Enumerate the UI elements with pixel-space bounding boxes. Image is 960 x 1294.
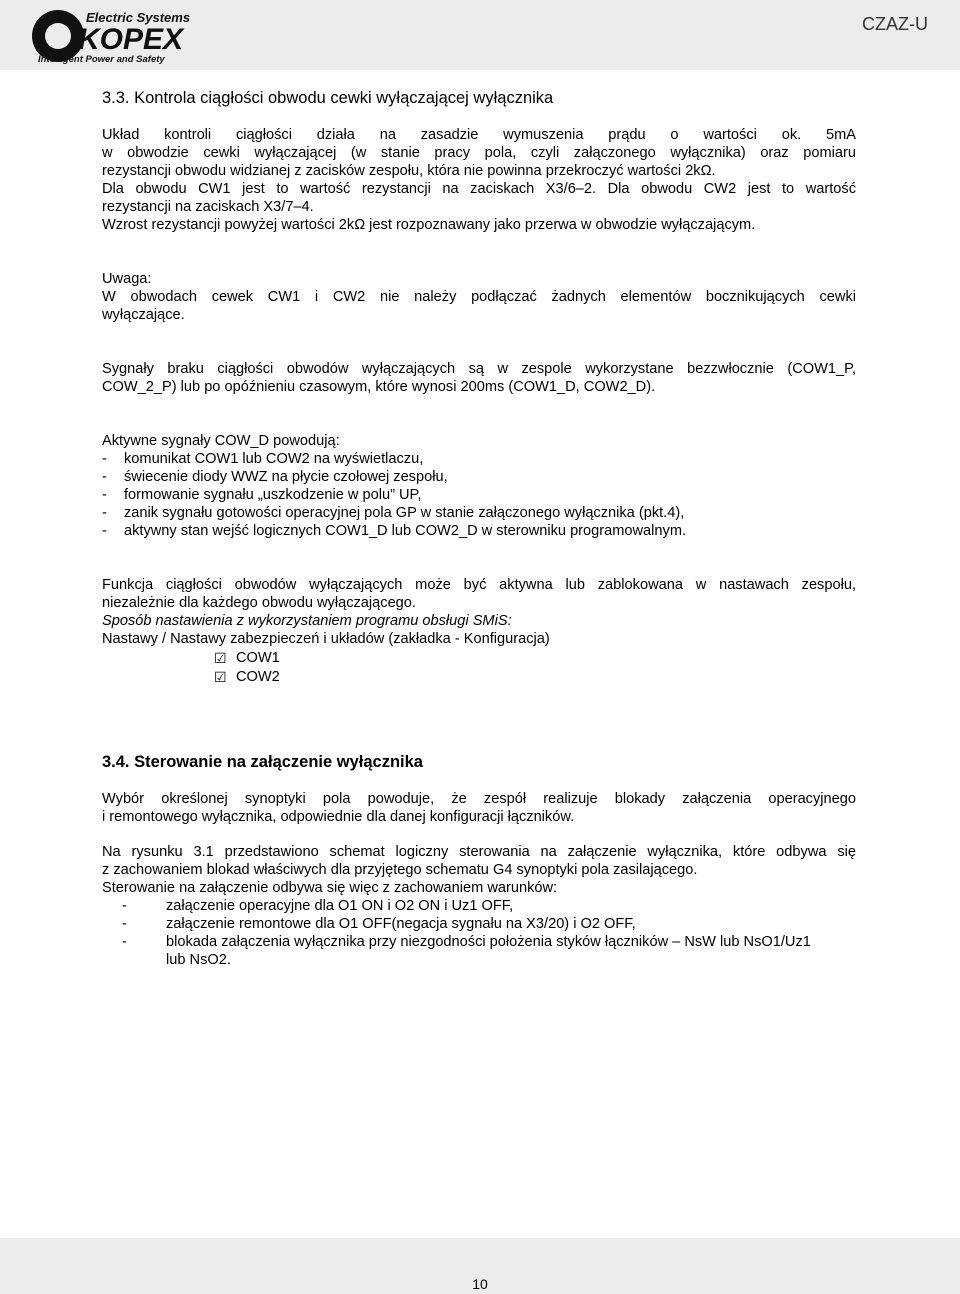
note-label: Uwaga: — [102, 271, 152, 287]
active-signals-list — [102, 450, 856, 540]
page-header — [0, 0, 960, 70]
resistance-paragraph: Wzrost rezystancji powyżej wartości 2kΩ jest rozpoznawany jako przerwa w obwodzie wyłączającym. — [102, 217, 756, 233]
section-3-4-title: 3.4. Sterowanie na załączenie wyłącznika — [102, 753, 423, 771]
text-line: rezystancji na zaciskach X3/7–4. — [102, 199, 314, 215]
kopex-logo — [28, 2, 228, 66]
text-line: rezystancji obwodu widzianej z zacisków zespołu, która nie powinna przekroczyć wartości 2kΩ. — [102, 163, 716, 179]
active-signals-intro: Aktywne sygnały COW_D powodują: — [102, 433, 340, 449]
text-line: Układ kontroli ciągłości działa na zasadzie wymuszenia prądu o wartości ok. 5mA — [102, 127, 856, 143]
settings-path-text: Nastawy / Nastawy zabezpieczeń i układów (zakładka - Konfiguracja) — [102, 631, 550, 647]
section-3-3-title: 3.3. Kontrola ciągłości obwodu cewki wyłączającej wyłącznika — [102, 89, 554, 107]
text-line: wyłączające. — [102, 307, 185, 323]
text-line: Dla obwodu CW1 jest to wartość rezystancji na zaciskach X3/6–2. Dla obwodu CW2 jest to wartość — [102, 181, 856, 197]
list-item: - formowanie sygnału „uszkodzenie w polu” UP, — [102, 487, 422, 503]
document-code: CZAZ-U — [862, 14, 928, 34]
page-number: 10 — [472, 1276, 488, 1292]
list-item: - świecenie diody WWZ na płycie czołowej zespołu, — [102, 469, 448, 485]
settings-method-text: Sposób nastawienia z wykorzystaniem programu obsługi SMiS: — [102, 613, 512, 629]
terminals-paragraph — [102, 180, 856, 216]
text-line: Funkcja ciągłości obwodów wyłączających może być aktywna lub zablokowana w nastawach zespołu, — [102, 577, 856, 593]
text-line: Wybór określonej synoptyki pola powoduje, że zespół realizuje blokady załączenia operacyjnego — [102, 791, 856, 807]
text-line: W obwodach cewek CW1 i CW2 nie należy podłączać żadnych elementów bocznikujących cewki — [102, 289, 856, 305]
checkbox-label: COW2 — [236, 668, 280, 685]
text-line: Na rysunku 3.1 przedstawiono schemat logiczny sterowania na załączenie wyłącznika, które odbywa się — [102, 844, 856, 860]
page-content — [102, 88, 856, 969]
list-item: - zanik sygnału gotowości operacyjnej pola GP w stanie załączonego wyłącznika (pkt.4), — [102, 505, 685, 521]
logo-tagline-text: Intelligent Power and Safety — [38, 54, 165, 65]
text-line: w obwodzie cewki wyłączającej (w stanie pracy pola, czyli załączonego wyłącznika) oraz pomiaru — [102, 145, 856, 161]
checked-box-icon: ☑ — [214, 649, 227, 666]
checked-box-icon: ☑ — [214, 668, 227, 685]
text-line: i remontowego wyłącznika, odpowiednie dla danej konfiguracji łączników. — [102, 809, 575, 825]
list-item: - aktywny stan wejść logicznych COW1_D lub COW2_D w sterowniku programowalnym. — [102, 523, 687, 539]
conditions-list — [102, 897, 856, 969]
cow-intro-paragraph — [102, 126, 856, 180]
checkbox-item-cow2 — [102, 667, 856, 686]
logo-brand-text: KOPEX — [78, 23, 184, 56]
list-item: - blokada załączenia wyłącznika przy niezgodności położenia styków łączników – NsW lub NsO1/Uz1 lub NsO2. — [122, 934, 811, 968]
list-item: - komunikat COW1 lub COW2 na wyświetlaczu, — [102, 451, 424, 467]
text-line: COW_2_P) lub po opóźnieniu czasowym, które wynosi 200ms (COW1_D, COW2_D). — [102, 379, 656, 395]
text-line: Sterowanie na załączenie odbywa się więc z zachowaniem warunków: — [102, 880, 558, 896]
page-footer — [0, 1238, 960, 1294]
checkbox-label: COW1 — [236, 649, 280, 666]
text-line: niezależnie dla każdego obwodu wyłączającego. — [102, 595, 416, 611]
list-item: - załączenie remontowe dla O1 OFF(negacja sygnału na X3/20) i O2 OFF, — [122, 916, 636, 932]
list-item: - załączenie operacyjne dla O1 ON i O2 ON i Uz1 OFF, — [122, 898, 514, 914]
text-line: Sygnały braku ciągłości obwodów wyłączających są w zespole wykorzystane bezzwłocznie (COW1_P, — [102, 361, 856, 377]
checkbox-item-cow1 — [102, 648, 856, 667]
text-line: z zachowaniem blokad właściwych dla przyjętego schematu G4 synoptyki pola zasilającego. — [102, 862, 698, 878]
logo-top-text: Electric Systems — [86, 10, 191, 25]
